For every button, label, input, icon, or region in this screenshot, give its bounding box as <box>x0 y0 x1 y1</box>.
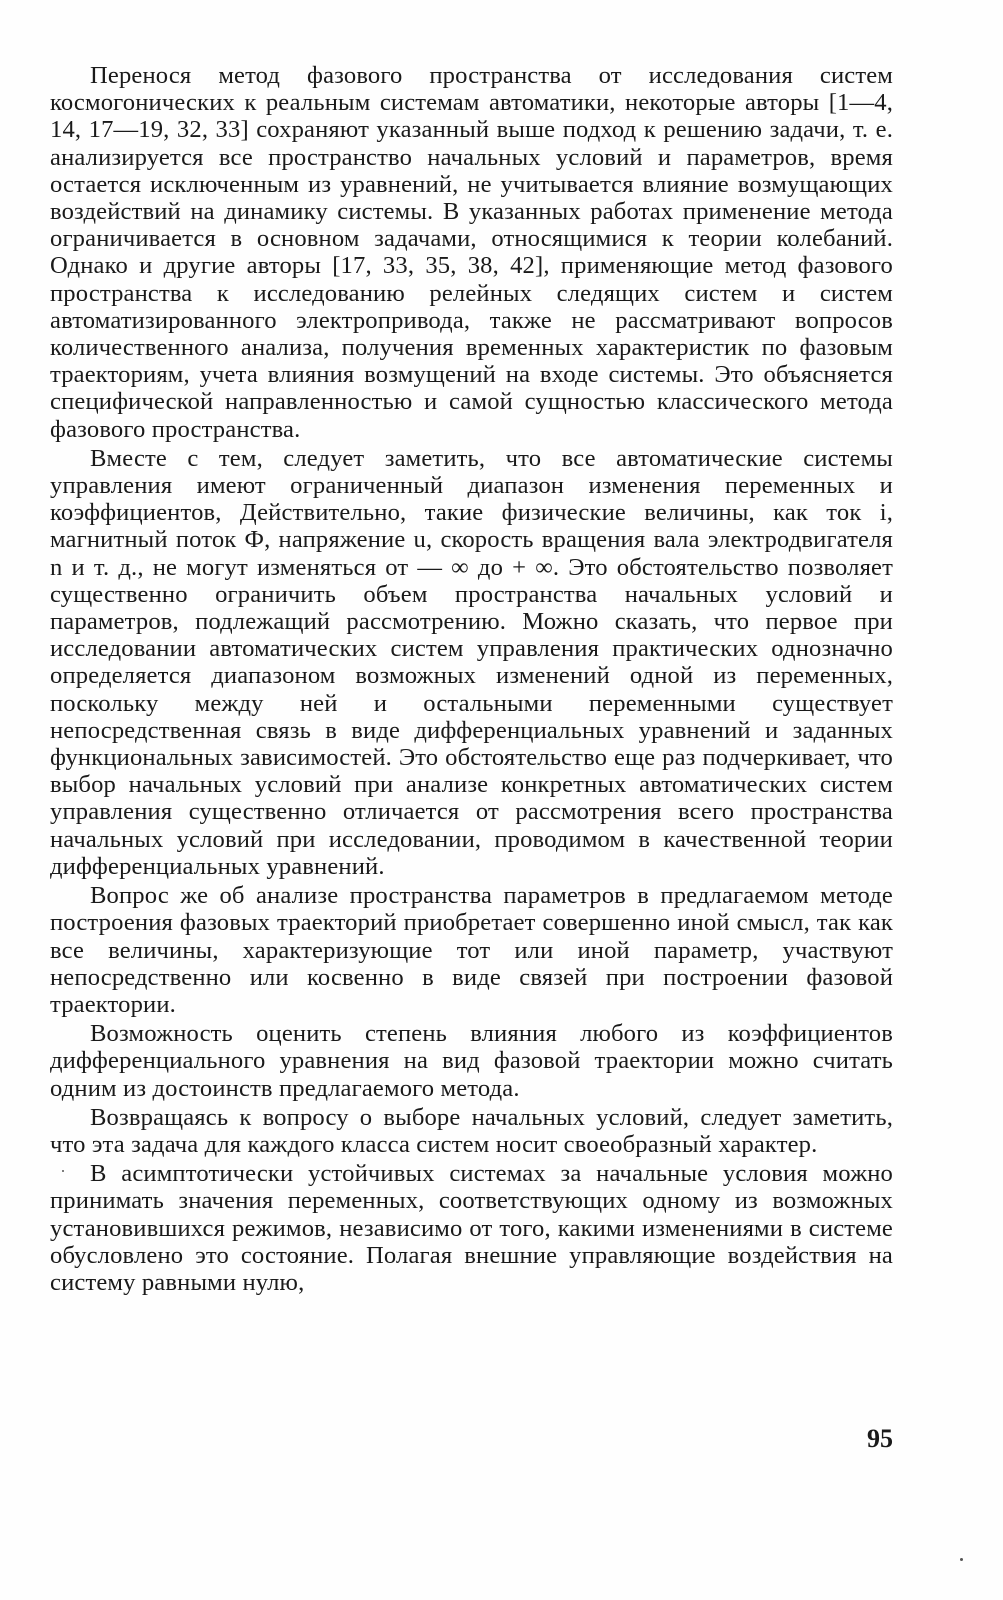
paragraph: Перенося метод фазового пространства от исследования систем космогонических к реальным системам автоматики, некоторые авторы [1—4, 14, 17—19, 32, 33] сохраняют указанный выше подход к решению задачи, т. е. анализируется все пространство начальных условий и параметров, время остается исключенным из уравнений, не учитывается влияние возмущающих воздействий на динамику системы. В указанных работах применение метода ограничивается в основном задачами, относящимися к теории колебаний. Однако и другие авторы [17, 33, 35, 38, 42], применяющие метод фазового пространства к исследованию релейных следящих систем и систем автоматизированного электропривода, также не рассматривают вопросов количественного анализа, получения временных характеристик по фазовым траекториям, учета влияния возмущений на входе системы. Это объясняется специфической направленностью и самой сущностью классического метода фазового пространства. <box>50 62 893 443</box>
scan-speck <box>960 1558 963 1561</box>
paragraph: В асимптотически устойчивых системах за начальные условия можно принимать значения переменных, соответствующих одному из возможных установившихся режимов, независимо от того, какими изменениями в системе обусловлено это состояние. Полагая внешние управляющие воздействия на систему равными нулю, <box>50 1160 893 1296</box>
paragraph: Возвращаясь к вопросу о выборе начальных условий, следует заметить, что эта задача для каждого класса систем носит своеобразный характер. <box>50 1103 893 1158</box>
page-number: 95 <box>867 1424 893 1453</box>
paragraph: Вместе с тем, следует заметить, что все автоматические системы управления имеют ограниченный диапазон изменения переменных и коэффициентов, Действительно, такие физические величины, как ток i, магнитный поток Ф, напряжение u, скорость вращения вала электродвигателя n и т. д., не могут изменяться от — ∞ до + ∞. Это обстоятельство позволяет существенно ограничить объем пространства начальных условий и параметров, подлежащий рассмотрению. Можно сказать, что первое при исследовании автоматических систем управления практических однозначно определяется диапазоном возможных изменений одной из переменных, поскольку между ней и остальными переменными существует непосредственная связь в виде дифференциальных уравнений и заданных функциональных зависимостей. Это обстоятельство еще раз подчеркивает, что выбор начальных условий при анализе конкретных автоматических систем управления существенно отличается от рассмотрения всего пространства начальных условий при исследовании, проводимом в качественной теории дифференциальных уравнений. <box>50 444 893 880</box>
scan-speck <box>62 1170 64 1172</box>
paragraph: Возможность оценить степень влияния любого из коэффициентов дифференциального уравнения на вид фазовой траектории можно считать одним из достоинств предлагаемого метода. <box>50 1020 893 1102</box>
body-text <box>50 62 893 1296</box>
paragraph: Вопрос же об анализе пространства параметров в предлагаемом методе построения фазовых траекторий приобретает совершенно иной смысл, так как все величины, характеризующие тот или иной параметр, участвуют непосредственно или косвенно в виде связей при построении фазовой траектории. <box>50 882 893 1018</box>
